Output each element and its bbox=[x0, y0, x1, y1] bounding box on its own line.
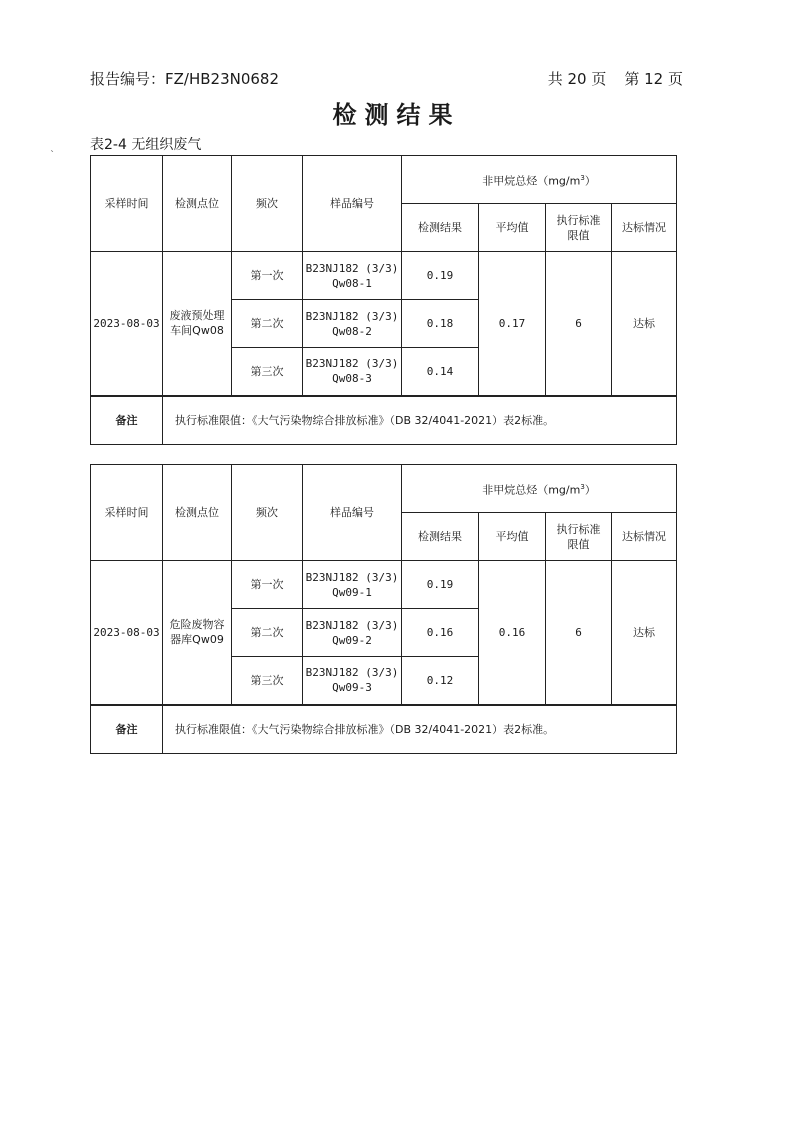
location-line2: 车间Qw08 bbox=[170, 324, 224, 338]
header-limit-line1: 执行标准 bbox=[556, 213, 601, 227]
sample-no-line2: Qw09-2 bbox=[332, 633, 372, 647]
frequency-cell: 第一次 bbox=[232, 252, 303, 300]
page-number: 第 12 页 bbox=[624, 70, 683, 88]
sample-no-line2: Qw09-3 bbox=[332, 681, 372, 695]
header-limit-line2: 限值 bbox=[567, 228, 590, 242]
sample-no-cell bbox=[303, 300, 402, 348]
header-average: 平均值 bbox=[479, 513, 546, 561]
page-title: 检测结果 bbox=[332, 101, 461, 129]
result-cell: 0.16 bbox=[402, 609, 479, 657]
location-line2: 器库Qw09 bbox=[170, 633, 224, 647]
frequency-cell: 第三次 bbox=[232, 348, 303, 396]
result-cell: 0.19 bbox=[402, 252, 479, 300]
header-compliance: 达标情况 bbox=[612, 513, 677, 561]
compliance-cell: 达标 bbox=[612, 561, 677, 705]
header-frequency: 频次 bbox=[232, 465, 303, 561]
header-result: 检测结果 bbox=[402, 204, 479, 252]
sample-no-line1: B23NJ182 (3/3) bbox=[305, 309, 399, 323]
sample-no-cell bbox=[303, 561, 402, 609]
parameter-close: ） bbox=[584, 174, 596, 188]
parameter-close: ） bbox=[584, 483, 596, 497]
sample-no-line1: B23NJ182 (3/3) bbox=[305, 570, 399, 584]
total-pages: 共 20 页 bbox=[547, 70, 607, 88]
location-cell bbox=[163, 561, 232, 705]
frequency-cell: 第三次 bbox=[232, 657, 303, 705]
sample-no-line1: B23NJ182 (3/3) bbox=[305, 357, 399, 371]
header-parameter bbox=[402, 465, 677, 513]
report-number: 报告编号：FZ/HB23N0682 bbox=[90, 70, 280, 88]
header-parameter bbox=[402, 156, 677, 204]
header-result: 检测结果 bbox=[402, 513, 479, 561]
header-limit-line2: 限值 bbox=[567, 537, 590, 551]
header-sample-no: 样品编号 bbox=[303, 156, 402, 252]
note-text: 执行标准限值：《大气污染物综合排放标准》（DB 32/4041-2021）表2标准。 bbox=[163, 396, 677, 445]
average-cell: 0.16 bbox=[479, 561, 546, 705]
note-label: 备注 bbox=[91, 705, 163, 754]
result-cell: 0.19 bbox=[402, 561, 479, 609]
sampling-date: 2023-08-03 bbox=[91, 561, 163, 705]
sample-no-line1: B23NJ182 (3/3) bbox=[305, 666, 399, 680]
sample-no-line1: B23NJ182 (3/3) bbox=[305, 618, 399, 632]
parameter-unit-sup: 3 bbox=[580, 173, 585, 182]
sample-no-cell bbox=[303, 252, 402, 300]
sample-no-line2: Qw09-1 bbox=[332, 585, 372, 599]
frequency-cell: 第二次 bbox=[232, 300, 303, 348]
note-label: 备注 bbox=[91, 396, 163, 445]
parameter-name: 非甲烷总烃（mg/m bbox=[482, 174, 581, 188]
note-text: 执行标准限值：《大气污染物综合排放标准》（DB 32/4041-2021）表2标准。 bbox=[163, 705, 677, 754]
sampling-date: 2023-08-03 bbox=[91, 252, 163, 396]
table-caption: 表2-4 无组织废气 bbox=[90, 137, 202, 153]
header-average: 平均值 bbox=[479, 204, 546, 252]
sample-no-line2: Qw08-1 bbox=[332, 276, 372, 290]
sample-no-line2: Qw08-2 bbox=[332, 324, 372, 338]
sample-no-cell bbox=[303, 657, 402, 705]
average-cell: 0.17 bbox=[479, 252, 546, 396]
stray-mark: ` bbox=[50, 150, 55, 161]
header-sample-no: 样品编号 bbox=[303, 465, 402, 561]
limit-cell: 6 bbox=[546, 252, 612, 396]
sample-no-line2: Qw08-3 bbox=[332, 372, 372, 386]
result-cell: 0.18 bbox=[402, 300, 479, 348]
header-compliance: 达标情况 bbox=[612, 204, 677, 252]
parameter-name: 非甲烷总烃（mg/m bbox=[482, 483, 581, 497]
location-line1: 废液预处理 bbox=[169, 309, 225, 323]
location-cell bbox=[163, 252, 232, 396]
result-table-qw09 bbox=[90, 464, 677, 754]
sample-no-cell bbox=[303, 348, 402, 396]
location-line1: 危险废物容 bbox=[169, 618, 225, 632]
parameter-unit-sup: 3 bbox=[580, 482, 585, 491]
sample-no-line1: B23NJ182 (3/3) bbox=[305, 261, 399, 275]
sample-no-cell bbox=[303, 609, 402, 657]
header-limit-line1: 执行标准 bbox=[556, 522, 601, 536]
header-frequency: 频次 bbox=[232, 156, 303, 252]
header-limit bbox=[546, 513, 612, 561]
header-sampling-time: 采样时间 bbox=[91, 465, 163, 561]
header-limit bbox=[546, 204, 612, 252]
result-cell: 0.14 bbox=[402, 348, 479, 396]
header-location: 检测点位 bbox=[163, 465, 232, 561]
header-location: 检测点位 bbox=[163, 156, 232, 252]
frequency-cell: 第一次 bbox=[232, 561, 303, 609]
compliance-cell: 达标 bbox=[612, 252, 677, 396]
result-table-qw08 bbox=[90, 155, 677, 445]
header-sampling-time: 采样时间 bbox=[91, 156, 163, 252]
limit-cell: 6 bbox=[546, 561, 612, 705]
frequency-cell: 第二次 bbox=[232, 609, 303, 657]
page-info bbox=[548, 68, 683, 89]
result-cell: 0.12 bbox=[402, 657, 479, 705]
